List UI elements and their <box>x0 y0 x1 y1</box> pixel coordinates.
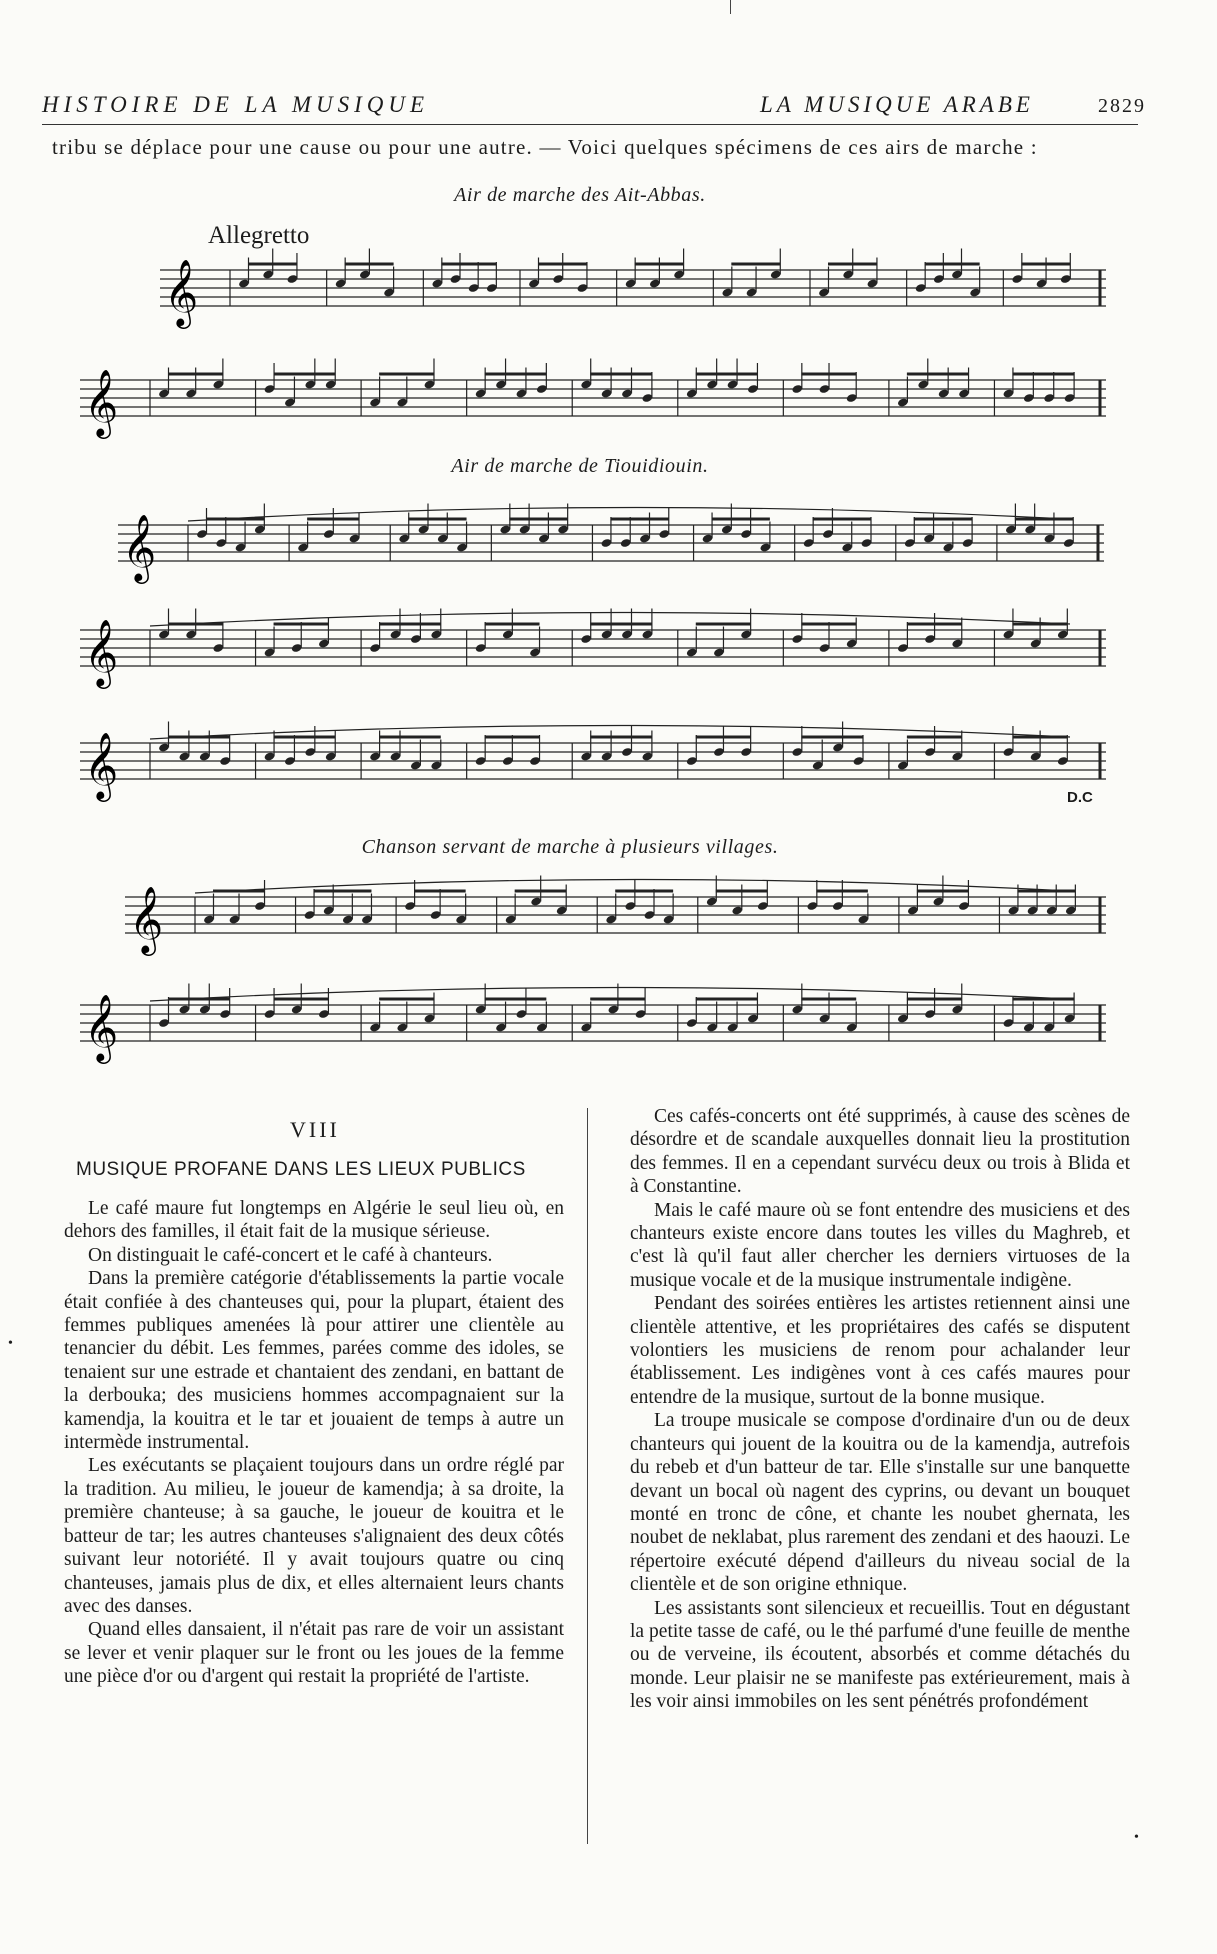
music-staff-1a <box>160 245 1110 335</box>
column-divider <box>587 1108 588 1844</box>
paragraph: Pendant des soirées entières les artistes retiennent ainsi une clientèle attentive, et les propriétaires des cafés se disputent volontiers les musiciens de renom pour achalander leur établissement. Les indigènes vont à ces cafés maures pour entendre de la musique, surtout de la bonne musique. <box>630 1293 1130 1408</box>
music-staff-2a <box>118 500 1108 600</box>
paragraph: Le café maure fut longtemps en Algérie le seul lieu où, en dehors des familles, il était fait de la musique sérieuse. <box>64 1198 564 1243</box>
paragraph: On distinguait le café-concert et le café à chanteurs. <box>88 1244 493 1266</box>
intro-line: tribu se déplace pour une cause ou pour une autre. — Voici quelques spécimens de ces airs de marche : <box>52 135 1038 159</box>
treble-clef-icon: 𝄞 <box>129 885 164 953</box>
margin-dot: • <box>8 1336 13 1351</box>
section-number: VIII <box>290 1117 340 1142</box>
music-staff-3a <box>125 872 1110 972</box>
music-staff-2c <box>80 718 1110 818</box>
paragraph: Dans la première catégorie d'établissements la partie vocale était confiée à des chanteuses qui, pour la plupart, étaient des femmes publiques amenées là pour attirer une clientèle au tenancier du débit. Les femmes, parées comme des idoles, se tenaient sur une estrade et chantaient des zendani, en battant de la derbouka; des musiciens hommes accompagnaient sur la kamendja, la kouitra et le tar et jouaient de temps à autre un intermède instrumental. <box>64 1268 564 1454</box>
score-caption-1: Air de marche des Ait-Abbas. <box>454 184 706 206</box>
treble-clef-icon: 𝄞 <box>164 258 199 326</box>
right-column <box>630 1105 1130 1714</box>
music-staff-1b <box>80 355 1110 445</box>
paragraph: La troupe musicale se compose d'ordinaire d'un ou de deux chanteurs qui jouent de la kouitra ou de la kamendja, autrefois du rebeb et d'un batteur de tar. Elle s'installe sur une banquette devant un bocal où nagent des cyprins, ou devant un bouquet monté en tronc de cône, et chante les noubet ghernata, les noubet de neklabat, plus rarement des zendani et des haouzi. Le répertoire exécuté dépend d'ailleurs du niveau social de la clientèle et de son origine ethnique. <box>630 1410 1130 1596</box>
top-margin-mark <box>730 0 731 14</box>
section-title: MUSIQUE PROFANE DANS LES LIEUX PUBLICS <box>76 1159 526 1180</box>
treble-clef-icon: 𝄞 <box>84 993 119 1061</box>
music-staff-3b <box>80 980 1110 1080</box>
score-caption-2: Air de marche de Tiouidiouin. <box>451 455 709 477</box>
paragraph: Mais le café maure où se font entendre des musiciens et des chanteurs existe encore dans toutes les villes du Maghreb, et c'est là qu'il faut aller chercher les derniers virtuoses de la musique vocale et de la musique instrumentale indigène. <box>630 1199 1130 1291</box>
paragraph: Les exécutants se plaçaient toujours dans un ordre réglé par la tradition. Au milieu, le joueur de kamendja; à sa droite, la première chanteuse; à sa gauche, le joueur de kouitra et le batteur de tar; les autres chanteuses s'alignaient des deux côtés suivant leur notoriété. Il y avait toujours quatre ou cinq chanteuses, jamais plus de dix, et elles alternaient leurs chants avec des danses. <box>64 1455 564 1617</box>
treble-clef-icon: 𝄞 <box>84 368 119 436</box>
left-column <box>64 1197 564 1689</box>
header-rule <box>42 124 1138 125</box>
running-header-right: LA MUSIQUE ARABE <box>760 92 1034 117</box>
treble-clef-icon: 𝄞 <box>122 513 157 581</box>
score-caption-3: Chanson servant de marche à plusieurs villages. <box>361 836 779 858</box>
tempo-marking: Allegretto <box>208 222 310 249</box>
dc-marking: D.C <box>1067 789 1093 806</box>
page-number: 2829 <box>1098 95 1146 117</box>
treble-clef-icon: 𝄞 <box>84 618 119 686</box>
running-header-left: HISTOIRE DE LA MUSIQUE <box>42 92 430 117</box>
margin-dot: • <box>1134 1830 1139 1845</box>
paragraph: Ces cafés-concerts ont été supprimés, à cause des scènes de désordre et de scandale auxquelles donnait lieu la prostitution des femmes. Il en a cependant survécu deux ou trois à Blida et à Constantine. <box>630 1106 1130 1198</box>
paragraph: Les assistants sont silencieux et recueillis. Tout en dégustant la petite tasse de café, ou le thé parfumé d'une feuille de menthe ou de verveine, ils écoutent, absorbés et comme détachés du monde. Leur plaisir ne se manifeste pas extérieurement, mais à les voir ainsi immobiles on les sent pénétrés profondément <box>630 1597 1130 1713</box>
treble-clef-icon: 𝄞 <box>84 731 119 799</box>
music-staff-2b <box>80 605 1110 705</box>
paragraph: Quand elles dansaient, il n'était pas rare de voir un assistant se lever et venir plaquer sur le front ou les joues de la femme une pièce d'or ou d'argent qui restait la propriété de l'artiste. <box>64 1619 564 1688</box>
